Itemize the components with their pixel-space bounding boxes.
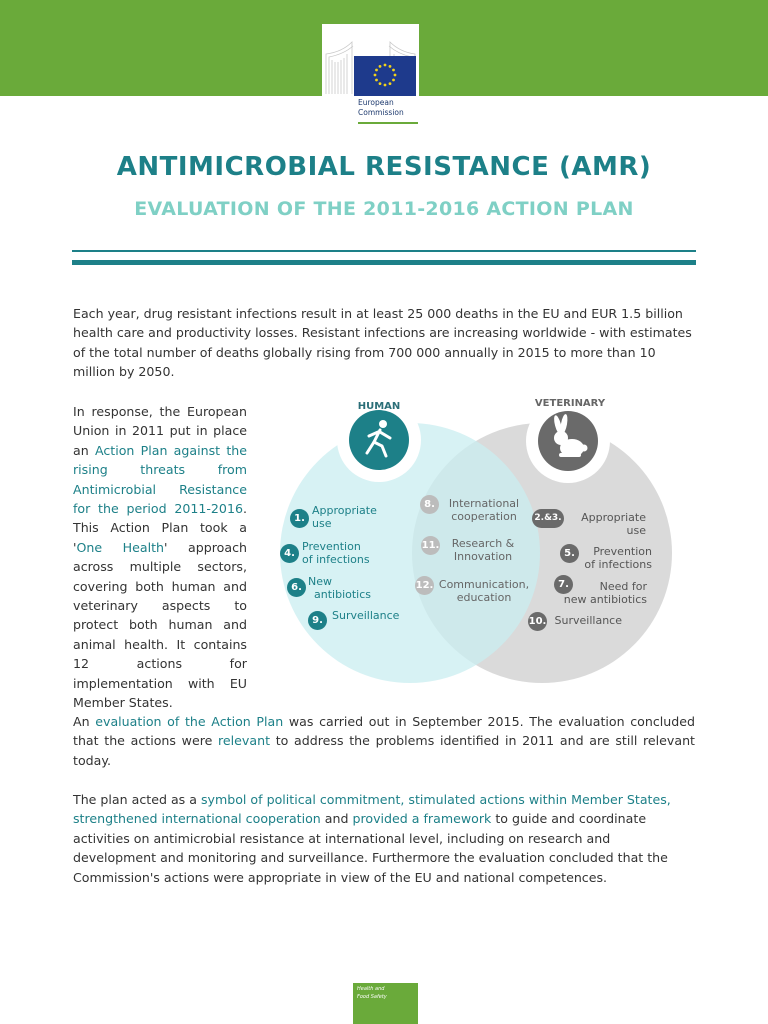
human-action-new-antibiotics bbox=[308, 576, 371, 601]
european-commission-logo bbox=[322, 24, 419, 126]
action-text: use bbox=[312, 516, 332, 530]
action-text: Need for bbox=[599, 580, 647, 593]
action-number: 7. bbox=[554, 575, 573, 594]
relevant-link[interactable]: relevant bbox=[218, 733, 271, 749]
footer-line1: Health and bbox=[357, 986, 385, 992]
action-text: of infections bbox=[302, 552, 370, 566]
action-number: 4. bbox=[280, 544, 299, 563]
page-subtitle: EVALUATION OF THE 2011-2016 ACTION PLAN bbox=[134, 198, 634, 220]
logo-underline bbox=[358, 122, 418, 124]
evaluation-paragraph bbox=[73, 712, 695, 770]
plan-text-1: The plan acted as a bbox=[73, 792, 201, 807]
plan-paragraph bbox=[73, 790, 695, 887]
action-text: use bbox=[626, 523, 646, 537]
action-text: Appropriate bbox=[312, 504, 377, 517]
action-number: 2.&3. bbox=[532, 509, 564, 528]
shared-action-research-innovation bbox=[440, 538, 526, 563]
page-title: ANTIMICROBIAL RESISTANCE (AMR) bbox=[116, 152, 652, 182]
shared-action-communication-education bbox=[434, 579, 534, 604]
action-text: New bbox=[308, 575, 332, 588]
action-text: Communication, bbox=[438, 578, 530, 591]
one-health-link[interactable]: One Health bbox=[76, 539, 165, 555]
action-number: 9. bbox=[308, 611, 327, 630]
plan-text-3: to guide and coordinate activities on antimicrobial resistance at international level, including on research and development and monitoring and surveillance. Furthermore the evaluation concluded that the Commission's actions were appropriate in view of the EU and national competences. bbox=[73, 811, 668, 885]
human-action-appropriate-use bbox=[312, 505, 377, 530]
action-text: Prevention bbox=[593, 545, 652, 558]
evaluation-text-3: to address the problems identified in 2011 and are still relevant today. bbox=[73, 733, 695, 768]
shared-action-international-cooperation bbox=[440, 498, 528, 523]
logo-line1: European bbox=[358, 98, 394, 107]
evaluation-text-1: An bbox=[73, 714, 96, 729]
action-number: 6. bbox=[287, 578, 306, 597]
response-text-2: . This Action Plan took a ' bbox=[73, 501, 247, 555]
action-text: education bbox=[456, 590, 512, 604]
action-number: 5. bbox=[560, 544, 579, 563]
action-text: new antibiotics bbox=[563, 592, 647, 606]
divider-thick bbox=[72, 260, 696, 265]
footer-badge bbox=[353, 983, 418, 1024]
vet-action-prevention bbox=[570, 546, 652, 571]
footer-line2: Food Safety bbox=[357, 994, 387, 1000]
response-text-3: ' approach across multiple sectors, covering both human and veterinary aspects to protect both human and animal health. It contains 12 actions for implementation with EU Member States. bbox=[73, 539, 247, 711]
logo-wordmark bbox=[358, 98, 404, 118]
plan-text-2: and bbox=[320, 811, 353, 827]
human-label: HUMAN bbox=[357, 401, 401, 412]
vet-action-appropriate-use bbox=[560, 512, 646, 537]
veterinary-label: VETERINARY bbox=[534, 398, 606, 409]
framework-link[interactable]: provided a framework bbox=[352, 811, 492, 827]
political-commitment-link[interactable]: symbol of political commitment, stimulated actions within Member States, strengthened international cooperation bbox=[73, 792, 671, 827]
response-paragraph bbox=[73, 402, 247, 713]
action-number: 8. bbox=[420, 495, 439, 514]
action-text: International bbox=[448, 497, 520, 510]
logo-line2: Commission bbox=[358, 108, 404, 117]
action-text: Appropriate bbox=[581, 511, 646, 524]
action-number: 11. bbox=[421, 536, 440, 555]
venn-diagram bbox=[270, 390, 690, 700]
action-text: Innovation bbox=[453, 549, 513, 563]
human-action-prevention bbox=[302, 541, 370, 566]
action-text: Prevention bbox=[302, 540, 361, 553]
evaluation-link[interactable]: evaluation of the Action Plan bbox=[95, 714, 284, 729]
action-text: of infections bbox=[584, 557, 652, 571]
action-text: cooperation bbox=[451, 509, 517, 523]
action-number: 10. bbox=[528, 612, 547, 631]
action-text: Surveillance bbox=[332, 609, 400, 622]
divider-thin bbox=[72, 250, 696, 252]
action-text: Research & bbox=[451, 537, 515, 550]
human-icon-disc bbox=[349, 410, 409, 470]
action-number: 12. bbox=[415, 576, 434, 595]
action-plan-link[interactable]: Action Plan against the rising threats from Antimicrobial Resistance for the period 2011-2016 bbox=[73, 442, 247, 517]
response-text-1: In response, the European Union in 2011 put in place an bbox=[73, 404, 247, 458]
intro-paragraph: Each year, drug resistant infections result in at least 25 000 deaths in the EU and EUR 1.5 billion health care and productivity losses. Resistant infections are increasing worldwide - with estimates of the total number of deaths globally rising from 700 000 annually in 2015 to more than 10 million by 2050. bbox=[73, 306, 692, 380]
action-text: antibiotics bbox=[314, 587, 371, 601]
action-number: 1. bbox=[290, 509, 309, 528]
vet-action-surveillance bbox=[548, 615, 622, 628]
evaluation-text-2: was carried out in September 2015. The evaluation concluded that the actions were bbox=[73, 714, 695, 749]
vet-action-need-for-new-antibiotics bbox=[542, 581, 647, 606]
action-text: Surveillance bbox=[554, 614, 622, 627]
human-action-surveillance bbox=[332, 610, 399, 623]
